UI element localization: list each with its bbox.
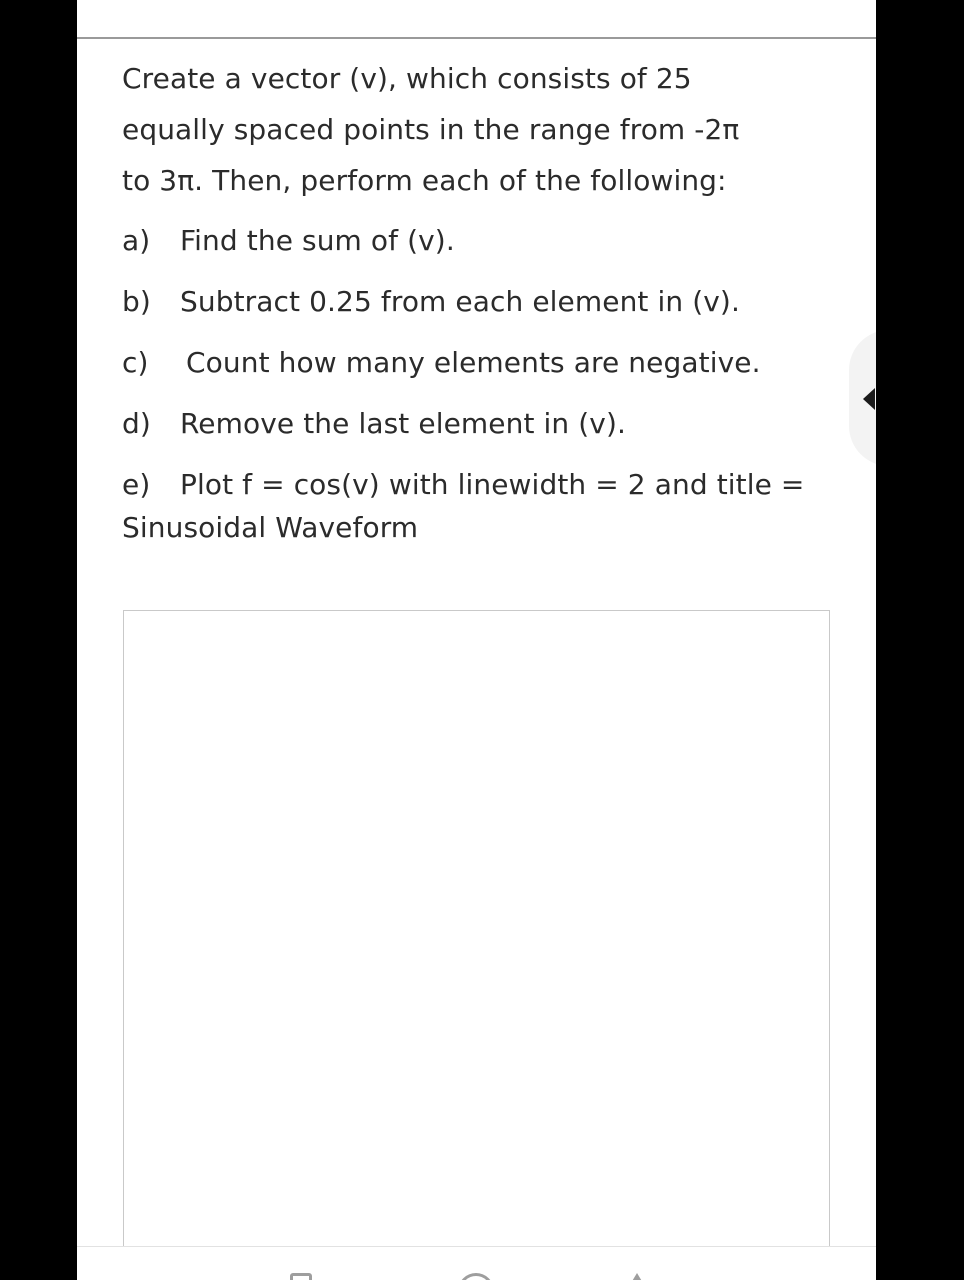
item-text: Count how many elements are negative.	[186, 346, 761, 379]
item-text: Find the sum of (v).	[180, 224, 455, 257]
item-letter: d)	[122, 407, 151, 440]
item-text: Subtract 0.25 from each element in (v).	[180, 285, 740, 318]
item-letter: e)	[122, 468, 151, 501]
list-item	[122, 224, 455, 257]
recent-apps-icon[interactable]	[290, 1273, 312, 1280]
header-divider	[77, 37, 876, 39]
item-text: Plot f = cos(v) with linewidth = 2 and title =	[180, 468, 805, 501]
intro-line-3: to 3π. Then, perform each of the following:	[122, 164, 727, 197]
navigation-bar	[77, 1246, 876, 1280]
side-panel-handle[interactable]	[849, 330, 876, 466]
list-item	[122, 346, 761, 379]
intro-line-2: equally spaced points in the range from -2π	[122, 113, 740, 146]
top-header-area	[77, 0, 876, 37]
intro-line-1: Create a vector (v), which consists of 25	[122, 62, 692, 95]
answer-input-box[interactable]	[123, 610, 830, 1280]
home-icon[interactable]	[458, 1273, 494, 1280]
item-letter: a)	[122, 224, 151, 257]
item-e-continuation: Sinusoidal Waveform	[122, 511, 419, 544]
list-item	[122, 285, 740, 318]
list-item	[122, 407, 626, 440]
item-letter: c)	[122, 346, 149, 379]
app-screen	[77, 0, 876, 1280]
back-icon[interactable]	[625, 1273, 649, 1280]
list-item	[122, 468, 805, 501]
item-letter: b)	[122, 285, 151, 318]
item-text: Remove the last element in (v).	[180, 407, 626, 440]
chevron-left-icon	[863, 388, 875, 410]
